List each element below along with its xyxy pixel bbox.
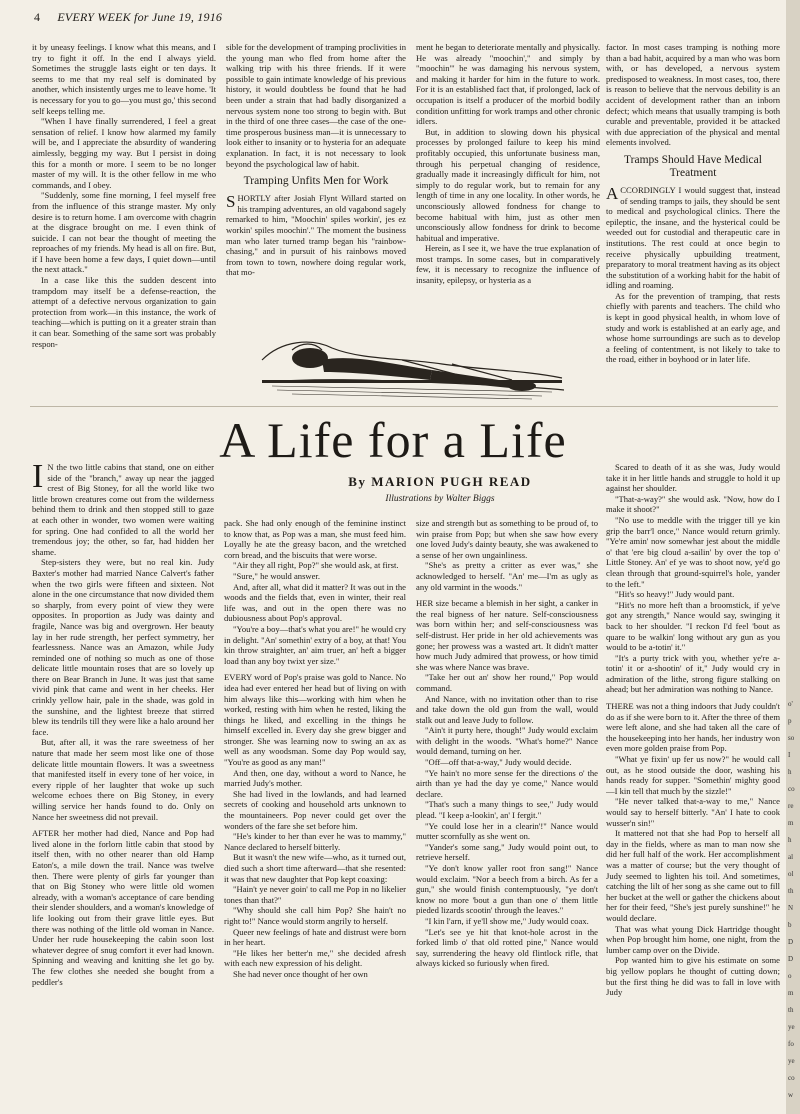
paragraph: "Let's see ye hit that knot-hole acrost in the forked limb o' that old rotted pine," Nance would say, surrendering the heavy old flintlock rifle, that always kicked so furiously when fired. [416,926,598,969]
paragraph: And then, one day, without a word to Nance, he married Judy's mother. [224,767,406,789]
paragraph: it by uneasy feelings. I know what this means, and I try to fight it off. In the end I always yield. Sometimes the struggle lasts eight or ten days. It seems to me that my real self is dominated by another, which insistently urges me to leave home. 'It is necessary for you to go—you must go,' this second self keeps telling me. [32,42,216,116]
paragraph: "Why should she call him Pop? She hain't no right to!" Nance would storm angrily to herself. [224,905,406,926]
story-column-2 [224,518,406,1108]
article-column-4 [606,42,780,388]
section-heading: Tramping Unfits Men for Work [243,175,389,188]
gutter-fragment: I [788,751,791,759]
gutter-fragment: b [788,921,792,929]
gutter-fragment: co [788,785,795,793]
paragraph: And, after all, what did it matter? It was out in the woods and the fields that, even in winter, their real life was, and out in the open there was no dubiousness about Pop's approval. [224,581,406,624]
byline: By MARION PUGH READ [348,474,532,489]
paragraph: "He likes her better'n me," she decided afresh with each new expression of his delight. [224,947,406,969]
gutter-fragment: fo [788,1040,794,1048]
paragraph: "Hit's no more heft than a broomstick, if ye've got any strength," Nance would say, swinging it back to her shoulder. "I reckon I'd feel 'bout as quare to be walkin' long without ary gun as you would to be a-totin' it." [606,599,780,653]
gutter-fragment: o' [788,700,793,708]
drop-cap: S [226,192,236,212]
paragraph: "Hain't ye never goin' to call me Pop in no likelier tones than that?" [224,884,406,905]
gutter-fragment: h [788,836,792,844]
article-column-1 [32,42,216,388]
paragraph: EVERY word of Pop's praise was gold to Nance. No idea had ever entered her head but of living on with him always like this—working with him when he worked, resting with him when he rested, liking the things he liked, and excelling in the things he himself excelled in. Every day she grew bigger and stronger. She was learning now to swing an ax as well as any woodsman. Some day Pop would say, "You're as good as any man!" [224,672,406,768]
section-divider [30,406,778,407]
gutter-fragment: al [788,853,794,861]
paragraph: Step-sisters they were, but no real kin. Judy Baxter's mother had married Nance Calvert's father when the two girls were fifteen and sixteen. Not alone in the one circumstance that now divided them so sharply, from every point of view they were opposites. In proportion as Judy was dainty and fragile, Nance was big and overgrown. Her beauty lay in her rude strength, her perfect symmetry, her fearlessness. Nance was an Amazon, while Judy reminded one of nothing so much as one of those delicate little mountain roses that are so lovely up there on Bear Branch in June. It was just that same vivid pink that came and went in her cheeks. Her crinkly yellow hair, pale in the shade, was gold in the sunshine, and the lightest breeze that stirred blew its tendrils till they were like a halo around her face. [32,557,214,737]
gutter-fragment: N [788,904,794,912]
paragraph: But, after all, it was the rare sweetness of her nature that made her seem most like one of those delicate little mountain flowers. It was a sweetness that manifested itself in every tone of her voice, in every ripple of her laughter that woke up such welcome echoes there on Big Stoney, in every willing service her hands found to do. Only on Nance her sweetness did not prevail. [32,737,214,822]
gutter-fragment: ol [788,870,794,878]
paragraph: That was what young Dick Hartridge thought when Pop brought him home, one night, from the lumber camp over on the Divide. [606,923,780,955]
reclining-tramp-illustration [252,320,574,402]
section-heading: Tramps Should Have Medical Treatment [624,153,762,179]
page-number: 4 [34,10,41,24]
paragraph: "No use to meddle with the trigger till ye kin grip the barr'l once," Nance would return grimly. "Ye're amin' now somewhar jest about the middle o' that 'ere big cloud a-sailin' by over the top o' Little Stoney. An' ef ye was to shoot now, ye'd go clean through that ground-squirrel's hole, yander to the left." [606,514,780,589]
paragraph: "Yander's some sang," Judy would point out, to retrieve herself. [416,841,598,863]
paragraph: Scared to death of it as she was, Judy would take it in her little hands and struggle to hold it up against her shoulder. [606,462,780,494]
gutter-fragment: w [788,1091,794,1099]
story-column-4 [606,462,780,1108]
paragraph: "Hit's so heavy!" Judy would pant. [615,589,735,600]
paragraph: "Take her out an' show her round," Pop would command. [416,672,598,693]
paragraph: "Off—off that-a-way," Judy would decide. [425,757,572,768]
paragraph: "It's a purty trick with you, whether ye're a-totin' it or a-shootin' of it," Judy would cry in admiration of the lithe, strong figure stalking on ahead; but her admiration was nothing to Nance. [606,652,780,695]
gutter-fragment: th [788,887,794,895]
paragraph: "She's as pretty a critter as ever was," she acknowledged to herself. "An' me—I'm as ugly as any old varmint in the woods." [416,560,598,592]
paragraph: I N the two little cabins that stand, one on either side of the "branch," away up near the jagged crest of Big Stoney, for all the world like two little brown creatures come out from the wilderness behind them to drink and then stopped still to gaze at each other in wonder, two women were waiting for spring. One had confided to all the world her tremendous joy; the other, so far, had hidden her shame. [32,462,214,557]
paragraph: "Ain't it purty here, though!" Judy would exclaim with delight in the woods. "What's home?" Nance would demand, turning on her. [416,725,598,757]
paragraph: "What ye fixin' up fer us now?" he would call out, as he stood outside the door, washing his hands ready for supper. "Somethin' mighty good—I kin tell that much by the sizzle!" [606,754,780,796]
gutter-fragment: m [788,819,794,827]
paragraph: ment he began to deteriorate mentally and physically. He was already "moochin'," and simply by "moochin'" he was damaging his nervous system, and making it harder for him in the future to work. For it is an established fact that, if prolonged, lack of occupation is itself a producer of the morbid bodily condition unfitting for work tramps and other chronic idlers. [416,42,600,127]
paragraph: "You're a boy—that's what you are!" he would cry in delight. "An' somethin' extry of a boy, at that! You kin throw straighter, an' aim truer, an' heft a bigger load than any boy twixt yer size." [224,623,406,666]
illustration-credit: Illustrations by Walter Biggs [385,494,495,504]
gutter-fragment: h [788,768,792,776]
story-column-3 [416,518,598,1108]
page-header [34,10,222,25]
paragraph: size and strength but as something to be proud of, to win praise from Pop; but when she saw how every one loved Judy's dainty beauty, she was awakened to a sense of her own ungainliness. [416,518,598,560]
running-title: EVERY WEEK for June 19, 1916 [57,10,223,24]
paragraph: "I kin l'arn, if ye'll show me," Judy would coax. [425,915,589,926]
paragraph: And Nance, with no invitation other than to rise and take down the old gun from the wall, would stalk out and leave Judy to follow. [416,693,598,725]
paragraph: HER size became a blemish in her sight, a canker in the real bigness of her nature. Self-consciousness was born within her; and self-consciousness was self-distrust. Her pride in her old achievements was gone; her prowess was a wasted art. It didn't matter how much Judy admired that prowess, or how timid she was where Nance was brave. [416,598,598,672]
paragraph: "When I have finally surrendered, I feel a great sensation of relief. I know how alarmed my family will be, and I appreciate the absurdity of wandering aimlessly, begging my way. But I persist in doing this for a month or more. I seem to be no longer master of my will. It is the other fellow in me who commands, and I obey. [32,116,216,190]
article-column-2 [226,42,406,318]
gutter-fragment: re [788,802,794,810]
paragraph: "That's such a many things to see," Judy would plead. "I keep a-lookin', an' I fergit." [416,799,598,821]
paragraph: Queer new feelings of hate and distrust were born in her heart. [224,926,406,948]
gutter-fragment: ye [788,1057,795,1065]
paragraph: THERE was not a thing indoors that Judy couldn't do as if she were born to it. After the three of them were left alone, and she had taken all the care of the housekeeping into her hands, her industry won even more golden praise from Pop. [606,701,780,754]
story-title: A Life for a Life [219,412,567,468]
paragraph: But it wasn't the new wife—who, as it turned out, died such a short time afterward—that she resented: it was that new daughter that Pop kept coaxing: [224,852,406,884]
paragraph: "He's kinder to her than ever he was to mammy," Nance declared to herself bitterly. [224,831,406,852]
paragraph: pack. She had only enough of the feminine instinct to know that, as Pop was a man, she must feed him. Loyally he ate the greasy bacon, and the wretched corn bread, and the biscuits that were worse. [224,518,406,560]
gutter-fragment: m [788,989,794,997]
paragraph: "Ye hain't no more sense fer the directions o' the airth than ye had the day ye come," Nance would declare. [416,767,598,799]
paragraph: Pop wanted him to give his estimate on some big yellow poplars he thought of cutting down; but the first thing he did was to fall in love with Judy [606,955,780,998]
gutter-fragment: so [788,734,795,742]
gutter-fragment: p [788,717,792,725]
paragraph: AFTER her mother had died, Nance and Pop had lived alone in the forlorn little cabin that stood by itself then, with no other nearer than old Hamp Eaton's, a mile down the trail. Nance was twelve then. There were plenty of girls far younger than that on Big Stoney who were little old women already, with a woman's acceptance of care bending their slender shoulders, and a woman's knowledge of life looking out from their grave little eyes. But there was nothing of the little old woman in Nance. Under her rude housekeeping the cabin soon lost whatever degree of snug comfort it ever had known. Spinning and weaving and knitting she let go by. The few clothes she needed she bought from a peddler's [32,828,214,987]
paragraph: But, in addition to slowing down his physical processes by prolonged failure to keep his mind profitably occupied, this unfortunate business man, through his perpetual changing of residence, gradually made it increasingly difficult for him, not simply to do regular work, but to remain for any length of time in any one locality. In other words, he unconsciously allowed fondness for change to become habitual with him, just as other men unconsciously allow fondness for drink to become habitual and imperative. [416,126,600,243]
drop-cap: I [32,462,44,495]
gutter-fragment: th [788,1006,794,1014]
drop-cap: A [606,183,619,203]
paragraph: "Suddenly, some fine morning, I feel myself free from the influence of this strange master. My only desire is to return home. I am overcome with chagrin at the disgrace brought on me. I even think of suicide. I can not bear the thought of meeting the reproaches of my friends. My head is all on fire. But, if I have been home a few days, I quiet down—until the next attack." [32,190,216,275]
gutter-fragment: D [788,938,794,946]
story-column-1 [32,462,214,1108]
paragraph: factor. In most cases tramping is nothing more than a bad habit, acquired by a man who was born with, or has developed, a nervous system predisposed to weakness. In most cases, too, there is reason to believe that the nervous debility is an accident of development rather than an inborn defect; which means that usually tramping is both curable and preventable, provided it be attacked with due appreciation of the physical and mental elements involved. [606,42,780,148]
paragraph: "That-a-way?" she would ask. "Now, how do I make it shoot?" [606,493,780,515]
paragraph: "Air they all right, Pop?" she would ask, at first. [233,560,399,571]
paragraph: As for the prevention of tramping, that rests chiefly with parents and teachers. The child who is kept in good physical health, in whom love of study and work is established at an early age, and whose home surroundings are such as to develop a feeling of contentment, is not likely to take to the road, either in boyhood or in later life. [606,290,780,365]
paragraph: "Sure," he would answer. [233,570,320,581]
paragraph: "He never talked that-a-way to me," Nance would say to herself bitterly. "An' I hate to cook wusser'n sin!" [606,796,780,828]
paragraph: "Ye don't know yaller root fron sang!" Nance would exclaim. "Nor a beech from a birch. As fer a gun," she would finish contemptuously, "ye don't know no more 'bout a gun than one o' them little pieded lizards scootin' through the leaves." [416,863,598,916]
gutter-fragment: D [788,955,794,963]
gutter-fragment: co [788,1074,795,1082]
gutter-fragment: o [788,972,792,980]
paragraph: In a case like this the sudden descent into trampdom may itself be a defense-reaction, the attempt of a defective nervous organization to gain protection from work—in this instance, the work of teaching—which is putting on it a greater strain than it can bear. Something of the same sort was probably respon- [32,275,216,349]
article-column-3 [416,42,600,318]
paragraph: Herein, as I see it, we have the true explanation of most tramps. In some cases, but in comparatively few, it is necessary to recognize the influence of insanity, epilepsy, or hysteria as a [416,243,600,286]
paragraph: "Ye could lose her in a clearin'!" Nance would mutter scornfully as she went on. [416,820,598,842]
gutter-fragment: ye [788,1023,795,1031]
paragraph: SHORTLY after Josiah Flynt Willard started on his tramping adventures, an old vagabond sagely remarked to him, "Moochin' spiles workin', jes ez workin' spiles moochin'." The moment the business man who later turned tramp began his "rainbow-chasing," and in pursuit of his rainbows moved from town to town, nowhere doing regular work, that mo- [226,192,406,278]
paragraph: She had never once thought of her own [233,968,368,979]
paragraph: ACCORDINGLY I would suggest that, instead of sending tramps to jails, they should be sent to medical and psychological clinics. There the epileptic, the insane, and the hysterical could be weeded out for custodial and therapeutic care in institutions. The rest could at once begin to receive physically upbuilding treatment, preparatory to moral treatment having as its object the substitution of a working habit for the habit of idling and roaming. [606,183,780,291]
paragraph: She had lived in the lowlands, and had learned secrets of cooking and household arts unknown to the mountaineers. Pop never could get over the wonders of the fare she set before him. [224,788,406,831]
paragraph: It mattered not that she had Pop to herself all day in the fields, where as man to man now she did her full half of the work. Her accomplishment was a matter of course; but the very thought of Judy seemed to lighten his toil. And sometimes, catching the lilt of her song as she came out to fill her bucket at the well or gather the chickens about her for their feed, "She's jest purely sunshine!" he would declare. [606,828,780,923]
paragraph: sible for the development of tramping proclivities in the young man who fled from home after the walking trip with his three friends. If it were possible to gain intimate knowledge of his previous history, it would doubtless be found that he had been under a strain that had badly disorganized a nervous system none too strong to begin with. But in the third of one three cases—the case of the one-time prosperous business man—it is unnecessary to look either to insanity or to hysteria for an adequate explanation. In fact, it is not necessary to look beyond the psychological law of habit. [226,42,406,169]
adjacent-page-gutter [786,0,800,1114]
